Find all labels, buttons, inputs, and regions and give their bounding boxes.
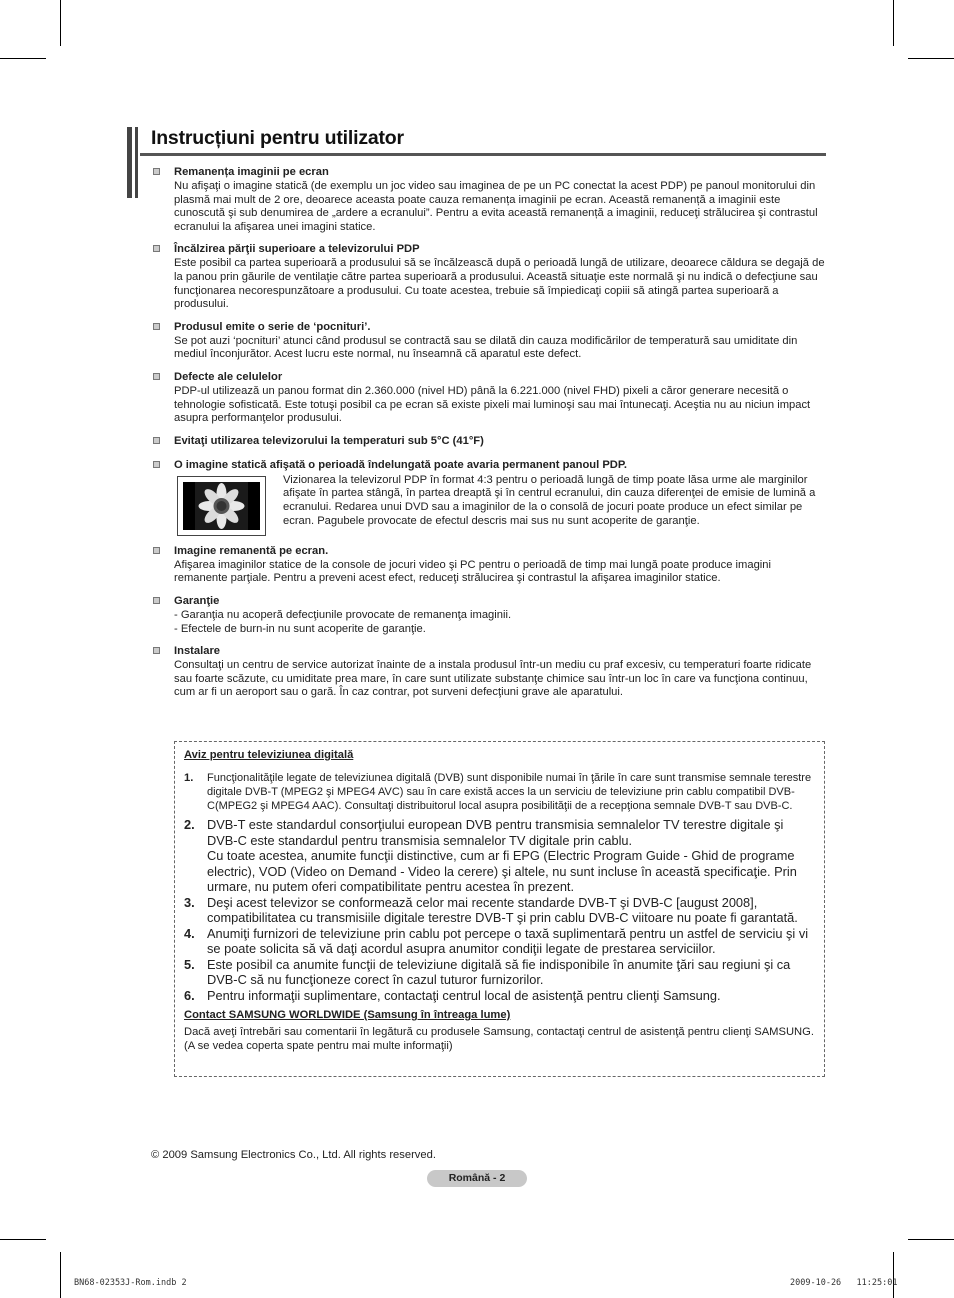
section-heading: Garanţie <box>174 594 220 607</box>
section-body: - Efectele de burn-in nu sunt acoperite de garanţie. <box>174 622 426 635</box>
bullet-icon <box>153 437 160 444</box>
list-item: 5. Este posibil ca anumite funcţii de televiziune digitală să fie indisponibile în anumite ţări sau regiuni şi ca DVB-C să nu funcţioneze corect în cazul tuturor furnizorilor. <box>184 956 791 987</box>
section-cell-defects <box>152 370 825 426</box>
bullet-icon <box>153 597 160 604</box>
bullet-icon <box>153 647 160 654</box>
section-body: Afişarea imaginilor statice de la console de jocuri video şi PC pentru o perioadă de timp mai lungă poate produce imagini remanente parţiale. Pentru a preveni acest efect, reduceţi strălucirea şi contrastul la afişarea imaginilor statice. <box>174 558 772 585</box>
bullet-icon <box>153 461 160 468</box>
section-cracking-noise <box>152 320 825 362</box>
notice-list <box>184 771 815 1003</box>
crop-mark <box>0 1239 46 1240</box>
section-body: - Garanţia nu acoperă defecţiunile provocate de remanenţa imaginii. <box>174 608 512 621</box>
section-body: Este posibil ca partea superioară a produsului să se încălzească după o perioadă lungă de utilizare, deoarece căldura se degajă de la panou prin găurile de ventilaţie către partea superioară a produsului. Această situaţie este normală şi nu indică o defecţiune sau funcţionarea necorespunzătoare a produsului. Cu toate acestea, trebuie să împiedicaţi copiii să atingă partea superioară a produsului. <box>174 257 825 311</box>
copyright-text: © 2009 Samsung Electronics Co., Ltd. All rights reserved. <box>151 1149 436 1161</box>
section-image-retention <box>152 165 825 234</box>
list-item: 6. Pentru informaţii suplimentare, contactaţi centrul local de asistenţă pentru clienţi Samsung. <box>184 987 721 1003</box>
section-heading: Evitaţi utilizarea televizorului la temperaturi sub 5°C (41°F) <box>174 434 484 447</box>
bullet-icon <box>153 323 160 330</box>
section-temperature <box>152 434 825 448</box>
crop-mark <box>893 1252 894 1298</box>
section-heading: O imagine statică afişată o perioadă îndelungată poate avaria permanent panoul PDP. <box>174 458 628 471</box>
section-body: Se pot auzi ‘pocnituri’ atunci când produsul se contractă sau se dilată din cauza modificărilor de temperatură sau umiditate din mediul înconjurător. Acest lucru este normal, nu înseamnă că aparatul este defect. <box>174 334 798 361</box>
bullet-icon <box>153 547 160 554</box>
section-warranty <box>152 594 825 636</box>
crop-mark <box>60 0 61 46</box>
instructions-list <box>152 165 825 708</box>
bullet-icon <box>153 168 160 175</box>
section-heading: Defecte ale celulelor <box>174 370 283 383</box>
crop-mark <box>0 58 46 59</box>
section-heading: Remanența imaginii pe ecran <box>174 166 329 178</box>
contact-title: Contact SAMSUNG WORLDWIDE (Samsung în întreaga lume) <box>184 1009 511 1021</box>
crop-mark <box>908 58 954 59</box>
section-heading: Încălzirea părţii superioare a televizorului PDP <box>174 243 420 256</box>
title-side-bar <box>135 127 138 198</box>
contact-body: Dacă aveţi întrebări sau comentarii în legătură cu produsele Samsung, contactaţi centrul de asistenţă pentru clienţi SAMSUNG. (A se vedea coperta spate pentru mai multe informaţii) <box>184 1026 814 1052</box>
section-body: Nu afişaţi o imagine statică (de exemplu un joc video sau imaginea de pe un PC conectat la acest PDP) pe panoul monitorului din plasmă mai mult de 2 ore, deoarece aceasta poate cauza remanența imaginii pe ecran. Această remanență a imaginii este cunoscută şi sub denumirea de „ardere a ecranului”. Pentru a evita această remanență a imaginii, reduceţi strălucirea şi contrastul ecranului la afişarea unei imagini statice. <box>174 180 818 233</box>
list-item: 1. Funcţionalităţile legate de televiziunea digitală (DVB) sunt disponibile numai în ţările în care sunt transmise semnale terestre digitale DVB-T (MPEG2 şi MPEG4 AVC) sau în care există acces la un serviciu de televiziune prin cablu compatibil DVB-C(MPEG2 şi MPEG4 AAC). Consultaţi distribuitorul local asupra posibilităţii de a recepţiona semnale DVB-T sau DVB-C. <box>184 772 812 812</box>
crop-mark <box>908 1239 954 1240</box>
section-body: PDP-ul utilizează un panou format din 2.360.000 (nivel HD) până la 6.221.000 (nivel FHD) pixeli a căror generare necesită o tehnologie sofisticată. Este totuşi posibil ca pe ecran să existe pixeli mai luminoşi sau mai întunecaţi. Aceştia nu au niciun impact asupra performanţelor produsului. <box>174 384 811 425</box>
flower-thumbnail <box>177 476 266 536</box>
print-timestamp: 2009-10-26 11:25:01 <box>790 1278 898 1288</box>
section-static-image <box>152 458 825 536</box>
list-item: 2. DVB-T este standardul consorţiului european DVB pentru transmisia semnalelor TV terestre digitale şi DVB-C este standardul pentru transmisia semnalelor TV digitale prin cablu. Cu toate acestea, anumite funcţii distinctive, cum ar fi EPG (Electric Program Guide - Ghid de programe electric), VOD (Video on Demand - Video la cerere) şi altele, nu sunt incluse în această specificaţie. Prin urmare, nu putem oferi compatibilitate pentru acestea în prezent. <box>184 817 797 894</box>
section-body: Consultaţi un centru de service autorizat înainte de a instala produsul într-un mediu cu praf excesiv, cu temperaturi foarte ridicate sau foarte scăzute, cu umiditate prea mare, în care sunt utilizate substanţe chimice sau într-un loc în care va funcţiona continuu, cum ar fi un aeroport sau o gară. În caz contrar, pot surveni defecţiuni grave ale aparatului. <box>174 659 812 699</box>
section-heading: Imagine remanentă pe ecran. <box>174 544 329 557</box>
sunflower-image-icon <box>183 482 260 530</box>
section-body: Vizionarea la televizorul PDP în format 4:3 pentru o perioadă lungă de timp poate lăsa urme ale marginilor afişate în partea stângă, în partea dreaptă şi în centrul ecranului, din cauza diferenţei de emisie de lumină a ecranului. Redarea unui DVD sau a imaginilor de la o consolă de jocuri poate produce un efect similar pe ecran. Pagubele provocate de efectul descris mai sus nu sunt acoperite de garanţie. <box>283 473 816 527</box>
section-afterimage <box>152 544 825 586</box>
title-side-bar <box>127 127 132 198</box>
notice-title: Aviz pentru televiziunea digitală <box>184 749 354 761</box>
list-item: 4. Anumiţi furnizori de televiziune prin cablu pot percepe o taxă suplimentară pentru un astfel de serviciu şi vi se poate solicita să vă daţi acordul asupra anumitor condiţii legate de prestarea serviciilor. <box>184 925 809 956</box>
crop-mark <box>893 0 894 46</box>
crop-mark <box>60 1252 61 1298</box>
list-item: 3. Deşi acest televizor se conformează celor mai recente standarde DVB-T şi DVB-C [august 2008], compatibilitatea cu transmisiile digitale terestre DVB-T şi prin cablu DVB-C viitoare nu poate fi garantată. <box>184 894 798 925</box>
bullet-icon <box>153 245 160 252</box>
title-rule <box>140 153 826 156</box>
section-installation <box>152 644 825 700</box>
bullet-icon <box>153 373 160 380</box>
section-heating <box>152 242 825 311</box>
section-heading: Produsul emite o serie de ‘pocnituri’. <box>174 320 371 333</box>
print-file-label: BN68-02353J-Rom.indb 2 <box>74 1278 187 1288</box>
digital-tv-notice-box <box>174 741 825 1077</box>
page-number-badge: Română - 2 <box>427 1170 527 1187</box>
page-title: Instrucțiuni pentru utilizator <box>151 127 404 149</box>
section-heading: Instalare <box>174 645 221 658</box>
